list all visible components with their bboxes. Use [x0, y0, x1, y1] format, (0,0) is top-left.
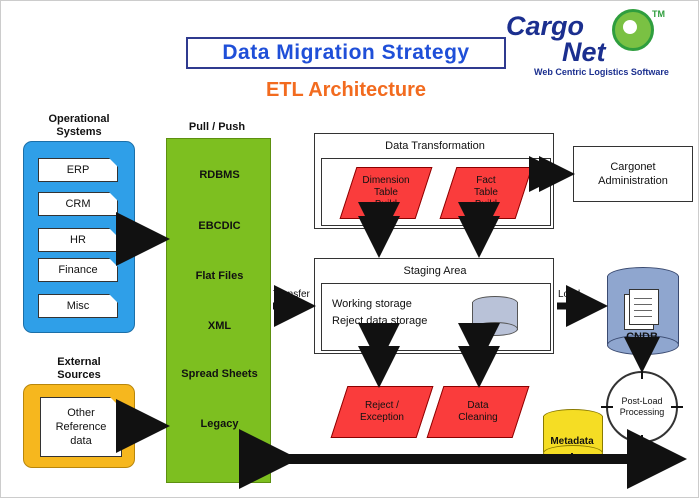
data-cleaning-label: Data Cleaning — [458, 400, 498, 423]
data-transformation-inner — [321, 158, 551, 226]
page-title-box — [186, 37, 506, 69]
source-item-misc: Misc — [38, 294, 118, 318]
logo-text-net: Net — [562, 37, 606, 67]
load-edge-label: Load — [558, 289, 581, 300]
source-item-finance: Finance — [38, 258, 118, 282]
source-item-crm: CRM — [38, 192, 118, 216]
doc-line — [634, 310, 652, 311]
external-sources-label-line1: External — [57, 356, 101, 368]
cndb-document-front-icon — [629, 289, 659, 325]
etl-item-flat-files: Flat Files — [195, 270, 244, 282]
post-load-line2: Processing — [619, 407, 665, 417]
operational-systems-label — [23, 113, 135, 139]
external-sources-label-line2: Sources — [57, 369, 101, 381]
logo-text-cargo: Cargo — [506, 11, 585, 41]
data-transformation-title: Data Transformation — [385, 140, 485, 152]
doc-line — [634, 316, 652, 317]
external-sources-box — [23, 384, 135, 468]
data-cleaning-block — [427, 386, 530, 438]
data-transformation-box — [314, 133, 554, 229]
logo-swirl-inner-icon — [623, 20, 637, 34]
etl-item-xml: XML — [207, 320, 232, 332]
staging-area-text — [332, 296, 427, 330]
logo-tagline: Web Centric Logistics Software — [534, 67, 669, 77]
admin-line2: Administration — [598, 175, 668, 187]
doc-line — [634, 298, 652, 299]
staging-area-inner — [321, 283, 551, 351]
external-sources-label — [23, 356, 135, 382]
staging-line-reject-storage: Reject data storage — [332, 315, 428, 327]
operational-systems-label-line1: Operational — [48, 113, 110, 125]
logo-swirl-icon — [612, 9, 654, 51]
staging-cylinder-bottom — [472, 322, 518, 336]
fact-table-build-block — [440, 167, 533, 219]
staging-line-working-storage: Working storage — [332, 298, 412, 310]
operational-systems-box — [23, 141, 135, 333]
etl-item-ebcdic: EBCDIC — [198, 220, 241, 232]
cndb-label: CNDB — [626, 331, 658, 343]
etl-item-legacy: Legacy — [200, 418, 239, 430]
metadata-cylinder-bottom — [543, 445, 603, 461]
etl-item-spread-sheets: Spread Sheets — [181, 368, 258, 380]
reject-exception-label: Reject / Exception — [360, 400, 404, 423]
reject-exception-block — [331, 386, 434, 438]
admin-line1: Cargonet — [610, 161, 656, 173]
etl-sources-box — [166, 138, 271, 483]
post-load-processing-node — [606, 371, 678, 443]
admin-box-notch-icon — [574, 147, 588, 161]
pull-push-label: Pull / Push — [188, 121, 246, 133]
external-reference-document-text: Other Reference data — [55, 407, 107, 447]
etl-item-rdbms: RDBMS — [199, 169, 240, 181]
external-reference-document — [40, 397, 122, 457]
metadata-database-icon — [543, 409, 601, 459]
dimension-table-build-block — [340, 167, 433, 219]
staging-area-title: Staging Area — [403, 265, 467, 277]
source-item-erp: ERP — [38, 158, 118, 182]
transfer-edge-label: Transfer — [273, 289, 310, 300]
post-load-line1: Post-Load — [621, 396, 663, 406]
page-title: Data Migration Strategy — [222, 41, 470, 64]
operational-systems-label-line2: Systems — [56, 126, 102, 138]
source-item-hr: HR — [38, 228, 118, 252]
staging-area-box — [314, 258, 554, 354]
fact-table-build-label: Fact Table Build — [474, 175, 498, 210]
logo-trademark: TM — [652, 9, 665, 19]
cndb-database-icon — [607, 267, 677, 353]
cargonet-administration-box — [573, 146, 693, 202]
page-subtitle: ETL Architecture — [265, 79, 427, 101]
staging-database-icon — [472, 296, 516, 336]
doc-line — [634, 304, 652, 305]
metadata-label: Metadata — [550, 436, 594, 447]
cargonet-logo — [506, 7, 692, 79]
dimension-table-build-label: Dimension Table Build — [362, 175, 410, 210]
